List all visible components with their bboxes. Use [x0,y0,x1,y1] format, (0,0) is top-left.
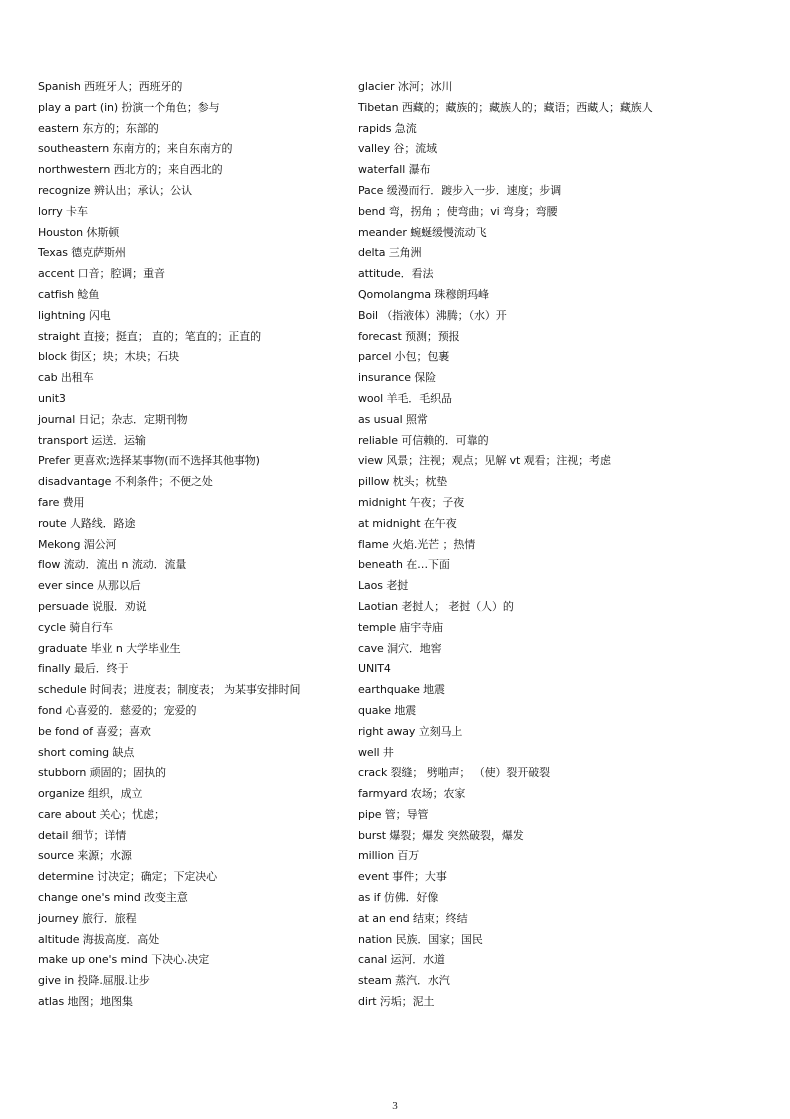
vocab-entry: play a part (in) 扮演一个角色；参与 [38,100,220,114]
vocab-entry: Prefer 更喜欢;选择某事物(而不选择其他事物) [38,454,260,468]
vocab-entry: attitude．看法 [358,267,434,281]
vocab-entry: Laotian 老挝人； 老挝（人）的 [358,599,514,613]
vocab-entry: steam 蒸汽．水汽 [358,974,450,988]
vocab-entry: flow 流动．流出 n 流动．流量 [38,558,187,572]
vocab-entry: route 人路线．路途 [38,516,136,530]
left-column [38,77,356,1013]
vocab-entry: accent 口音；腔调；重音 [38,267,165,281]
vocab-entry: cab 出租车 [38,371,94,385]
vocab-entry: eastern 东方的；东部的 [38,121,159,135]
vocab-entry: cave 洞穴．地窖 [358,641,442,655]
vocab-entry: burst 爆裂；爆发 突然破裂，爆发 [358,828,524,842]
vocab-entry: parcel 小包；包裹 [358,350,450,364]
vocab-entry: waterfall 瀑布 [358,163,431,177]
vocab-entry: ever since 从那以后 [38,579,141,593]
vocab-entry: rapids 急流 [358,121,417,135]
vocab-entry: Houston 休斯顿 [38,225,120,239]
vocab-entry: as if 仿佛．好像 [358,891,439,905]
vocab-entry: dirt 污垢；泥土 [358,995,435,1009]
vocab-entry: pillow 枕头；枕垫 [358,475,448,489]
vocab-entry: crack 裂缝； 劈啪声； （使）裂开破裂 [358,766,551,780]
right-column [358,77,676,1013]
vocab-entry: straight 直接；挺直； 直的；笔直的；正直的 [38,329,262,343]
vocab-entry: make up one's mind 下决心.决定 [38,953,210,967]
vocab-entry: care about 关心；忧虑； [38,807,165,821]
vocab-entry: beneath 在…下面 [358,558,450,572]
vocab-entry: reliable 可信赖的．可靠的 [358,433,489,447]
vocab-entry: forecast 预测；预报 [358,329,460,343]
vocab-entry: as usual 照常 [358,412,428,426]
vocab-entry: Tibetan 西藏的；藏族的；藏族人的；藏语；西藏人；藏族人 [358,100,653,114]
vocab-entry: canal 运河．水道 [358,953,445,967]
vocab-entry: journal 日记；杂志．定期刊物 [38,412,188,426]
vocab-entry: change one's mind 改变主意 [38,891,188,905]
vocab-entry: meander 蜿蜒缓慢流动飞 [358,225,487,239]
vocab-entry: right away 立刻马上 [358,724,463,738]
vocab-entry: flame 火焰.光芒 ；热情 [358,537,476,551]
vocab-entry: wool 羊毛．毛织品 [358,391,452,405]
vocab-entry: be fond of 喜爱；喜欢 [38,724,151,738]
vocab-entry: nation 民族．国家；国民 [358,932,483,946]
vocab-entry: detail 细节；详情 [38,828,127,842]
vocab-entry: give in 投降.屈服.让步 [38,974,150,988]
vocab-entry: event 事件；大事 [358,870,447,884]
vocab-entry: lightning 闪电 [38,308,111,322]
vocab-entry: transport 运送．运输 [38,433,146,447]
vocab-entry: million 百万 [358,849,420,863]
vocab-entry: UNIT4 [358,662,391,676]
vocab-entry: determine 讨决定；确定；下定决心 [38,870,218,884]
vocab-entry: farmyard 农场；农家 [358,787,466,801]
vocab-entry: at an end 结束；终结 [358,911,468,925]
vocab-entry: journey 旅行．旅程 [38,911,137,925]
vocab-entry: temple 庙宇寺庙 [358,620,443,634]
vocab-entry: Texas 德克萨斯州 [38,246,126,260]
vocab-entry: recognize 辨认出；承认；公认 [38,183,192,197]
vocab-entry: quake 地震 [358,703,417,717]
vocab-entry: Boil （指液体）沸腾；（水）开 [358,308,507,322]
vocab-entry: finally 最后．终于 [38,662,129,676]
vocab-entry: altitude 海拔高度．高处 [38,932,160,946]
vocab-entry: Mekong 湄公河 [38,537,117,551]
vocab-entry: fond 心喜爱的．慈爱的；宠爱的 [38,703,197,717]
vocab-entry: midnight 午夜；子夜 [358,495,465,509]
vocab-entry: insurance 保险 [358,371,437,385]
vocab-entry: valley 谷；流域 [358,142,438,156]
vocab-entry: pipe 管；导管 [358,807,429,821]
vocab-entry: view 风景；注视；观点；见解 vt 观看；注视；考虑 [358,454,611,468]
vocab-entry: earthquake 地震 [358,683,445,697]
vocab-entry: cycle 骑自行车 [38,620,113,634]
vocab-entry: stubborn 顽固的；固执的 [38,766,166,780]
vocab-entry: well 井 [358,745,394,759]
vocab-entry: Laos 老挝 [358,579,409,593]
vocab-entry: Spanish 西班牙人；西班牙的 [38,80,183,93]
vocab-entry: unit3 [38,391,66,405]
vocab-entry: schedule 时间表；进度表；制度表； 为某事安排时间 [38,683,301,697]
vocab-entry: glacier 冰河；冰川 [358,80,453,93]
vocab-entry: lorry 卡车 [38,204,88,218]
vocab-entry: organize 组织，成立 [38,787,143,801]
vocab-entry: disadvantage 不利条件；不便之处 [38,475,213,489]
vocab-entry: block 街区；块；木块；石块 [38,350,180,364]
vocab-entry: Pace 缓漫而行．踱步入一步．速度；步调 [358,183,562,197]
vocab-entry: graduate 毕业 n 大学毕业生 [38,641,181,655]
vocab-entry: bend 弯，拐角 ；使弯曲；vi 弯身；弯腰 [358,204,558,218]
vocab-entry: northwestern 西北方的；来自西北的 [38,163,223,177]
vocab-entry: catfish 鲶鱼 [38,287,100,301]
vocab-entry: at midnight 在午夜 [358,516,457,530]
vocab-entry: source 来源；水源 [38,849,132,863]
vocab-entry: Qomolangma 珠穆朗玛峰 [358,287,489,301]
vocab-entry: persuade 说服．劝说 [38,599,147,613]
vocab-entry: fare 费用 [38,495,85,509]
vocab-entry: short coming 缺点 [38,745,135,759]
vocab-entry: delta 三角洲 [358,246,422,260]
vocab-entry: atlas 地图；地图集 [38,995,133,1009]
page-number: 3 [392,1100,398,1112]
vocab-entry: southeastern 东南方的；来自东南方的 [38,142,233,156]
